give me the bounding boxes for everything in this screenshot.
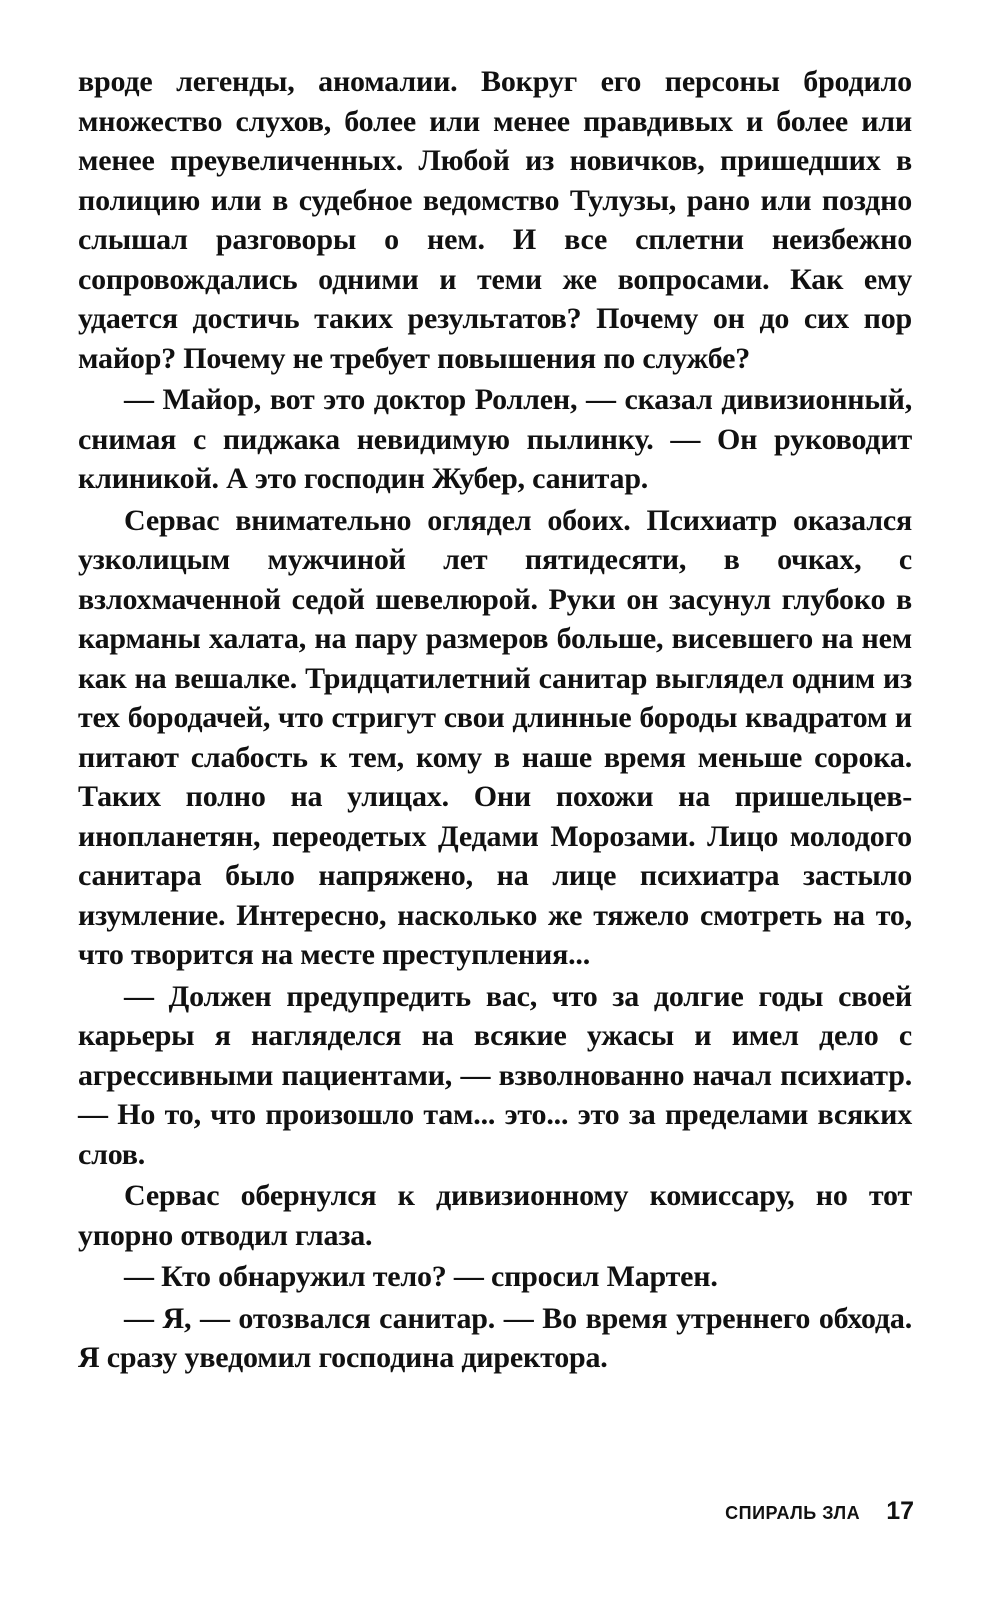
page-number: 17 (886, 1497, 914, 1525)
paragraph-2: — Майор, вот это доктор Роллен, — сказал дивизионный, снимая с пиджака невидимую пылинку. — Он руководит клиникой. А это господин Жубер, санитар. (78, 383, 912, 495)
page-footer (725, 1497, 914, 1526)
paragraph-3: Сервас внимательно оглядел обоих. Психиатр оказался узколицым мужчиной лет пятидесяти, в очках, с взлохмаченной седой шевелюрой. Руки он засунул глубоко в карманы халата, на пару размеров больше, висевшего на нем как на вешалке. Тридцатилетний санитар выглядел одним из тех бородачей, что стригут свои длинные бороды квадратом и питают слабость к тем, кому в наше время меньше сорока. Таких полно на улицах. Они похожи на пришельцев-инопланетян, переодетых Дедами Морозами. Лицо молодого санитара было напряжено, на лице психиатра застыло изумление. Интересно, насколько же тяжело смотреть на то, что творится на месте преступления... (78, 503, 912, 971)
page-body-text (78, 62, 912, 1378)
paragraph-7: — Я, — отозвался санитар. — Во время утреннего обхода. Я сразу уведомил господина директора. (78, 1301, 912, 1374)
running-title: СПИРАЛЬ ЗЛА (725, 1503, 861, 1523)
paragraph-1: вроде легенды, аномалии. Вокруг его персоны бродило множество слухов, более или менее правдивых и более или менее преувеличенных. Любой из новичков, пришедших в полицию или в судебное ведомство Тулузы, рано или поздно слышал разговоры о нем. И все сплетни неизбежно сопровождались одними и теми же вопросами. Как ему удается достичь таких результатов? Почему он до сих пор майор? Почему не требует повышения по службе? (78, 65, 912, 375)
paragraph-5: Сервас обернулся к дивизионному комиссару, но тот упорно отводил глаза. (78, 1179, 912, 1252)
paragraph-4: — Должен предупредить вас, что за долгие годы своей карьеры я нагляделся на всякие ужасы и имел дело с агрессивными пациентами, — взволнованно начал психиатр. — Но то, что произошло там... это... это за пределами всяких слов. (78, 979, 912, 1171)
paragraph-6: — Кто обнаружил тело? — спросил Мартен. (124, 1260, 718, 1293)
